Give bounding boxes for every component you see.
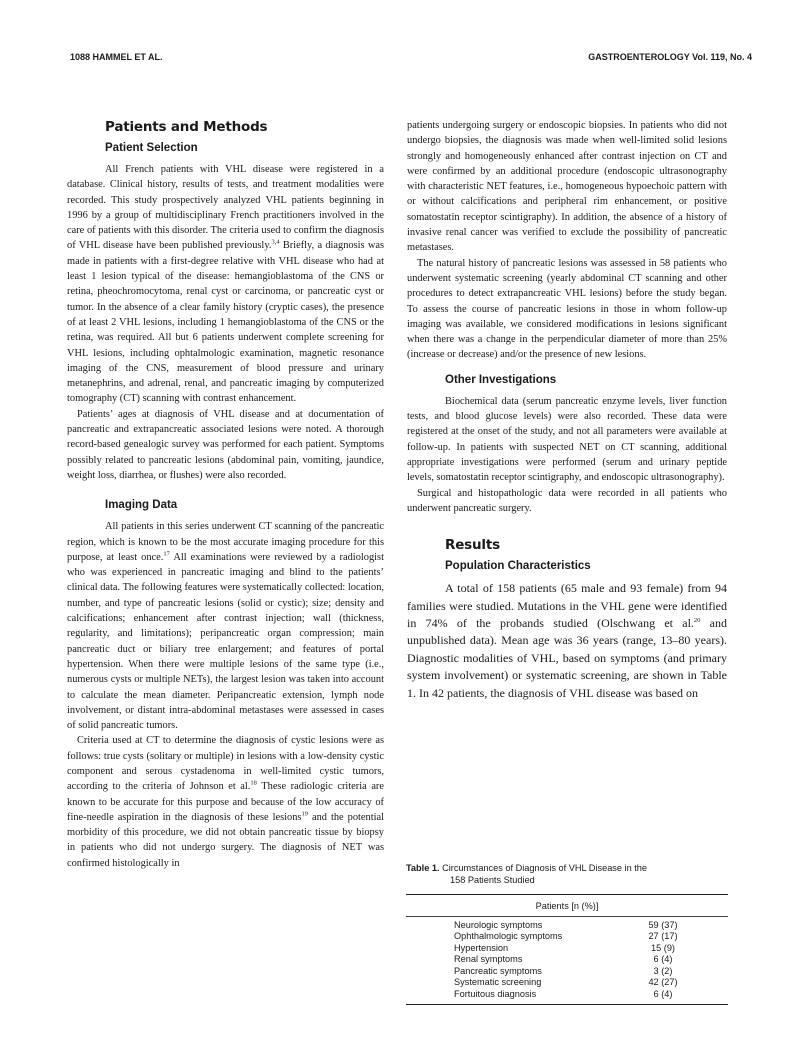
table-row xyxy=(406,943,728,955)
subsection-title-other-investigations: Other Investigations xyxy=(445,373,557,386)
header-journal: GASTROENTEROLOGY Vol. 119, No. 4 xyxy=(588,52,752,62)
paragraph-continued-1: patients undergoing surgery or endoscopic biopsies. In patients who did not undergo biopsies, the diagnosis was made when well-limited solid lesions strongly and homogeneously enhanced after contrast injection on CT and were confirmed by an additional procedure (endoscopic ultrasonography with characteristic NET features, i.e., homogeneous hypoechoic pattern with or without calcifications and peripheral rim enhancement, or positive somatostatin receptor scintigraphy). In addition, the absence of a history of invasive renal cancer was verified to exclude the possibility of pancreatic metastases. xyxy=(407,120,727,254)
section-title-patients-methods: Patients and Methods xyxy=(105,119,268,135)
table-cell-value: 59 (37) xyxy=(648,919,678,930)
table-rows xyxy=(406,920,728,1001)
table-cell-value: 6 (4) xyxy=(653,988,673,999)
text-run: A total of 158 patients (65 male and 93 female) from 94 families were studied. Mutations in the VHL gene were identified in 74% of the probands studied (Olschwang et al. xyxy=(407,581,727,630)
table-1 xyxy=(406,862,728,1005)
table-title-line-1: Circumstances of Diagnosis of VHL Disease in the xyxy=(442,863,648,873)
table-label: Table 1. xyxy=(406,863,440,873)
table-bottom-rule xyxy=(406,1004,728,1005)
text-run: These radiologic criteria are known to be accurate for this purpose and because of the low accuracy of fine-needle aspiration in the diagnosis of these lesions xyxy=(67,781,384,823)
table-row xyxy=(406,977,728,989)
paragraph-other-investigations-1: Biochemical data (serum pancreatic enzyme levels, liver function tests, and blood glucose levels) were also recorded. These data were registered at the onset of the study, and not all parameters were available at follow-up. In patients with suspected NET on CT scanning, additional appropriate investigations were performed (serum and urinary peptide levels, somatostatin receptor scintigraphy, and endoscopic ultrasonography). xyxy=(407,395,727,484)
text-run: All patients in this series underwent CT scanning of the pancreatic region, which is known to be the most accurate imaging procedure for this purpose, at least once. xyxy=(67,521,384,563)
citation-ref: 17 xyxy=(163,550,170,558)
citation-ref: 20 xyxy=(693,616,701,624)
paragraph-continued-2: The natural history of pancreatic lesions was assessed in 58 patients who underwent systematic screening (yearly abdominal CT scanning and other procedures to detect extrapancreatic VHL lesions) before the study began. To assess the course of pancreatic lesions in those in whom follow-up imaging was available, we considered modifications in lesions significant when there was a change in the perpendicular diameter of more than 25% (increase or decrease) and/or the presence of new lesions. xyxy=(407,257,727,361)
table-body xyxy=(406,895,728,916)
table-cell-label: Hypertension xyxy=(454,942,509,953)
table-title-line-2: 158 Patients Studied xyxy=(450,875,535,885)
text-run: and unpublished data). Mean age was 36 years (range, 13–80 years). Diagnostic modalities of VHL, based on symptoms (and primary system involvement) or systematic screening, are shown in Table 1. In 42 patients, the diagnosis of VHL disease was based on xyxy=(407,615,727,700)
section-title-results: Results xyxy=(445,537,500,554)
paragraph-patient-selection-2: Patients’ ages at diagnosis of VHL disease and at documentation of pancreatic and extrapancreatic associated lesions were noted. A thorough record-based genealogic survey was performed for each patient. Symptoms possibly related to pancreatic lesions (abdominal pain, vomiting, jaundice, weight loss, diarrhea, or flushes) were also recorded. xyxy=(67,408,384,481)
text-run: and the potential morbidity of this procedure, we did not obtain pancreatic tissue by biopsy in patients who did not undergo surgery. The diagnosis of NET was confirmed histologically in xyxy=(67,811,384,869)
running-header xyxy=(40,52,752,66)
table-header-rule xyxy=(406,916,728,917)
paragraph-results-1 xyxy=(407,580,727,702)
paragraph-imaging-1 xyxy=(67,519,384,733)
text-run: All examinations were reviewed by a radiologist who was experienced in pancreatic imaging and blind to the patients’ clinical data. The following features were systematically collected: location, number, and type of pancreatic lesions (solid or cystic); size; density and calcifications; enhancement after contrast injection; wall (thickness, regularity, and limitations); peripancreatic organ compression; main pancreatic duct or biliary tree enlargement; and features of portal hypertension. When there were multiple lesions of the same type (i.e., numerous cysts or multiple NETs), the largest lesion was taken into account to calculate the mean diameter. Peripancreatic extension, lymph node involvement, or distant intra-abdominal metastases were assessed in cases of solid pancreatic tumors. xyxy=(67,551,384,732)
table-row xyxy=(406,989,728,1001)
paragraph-imaging-2 xyxy=(67,733,384,871)
subsection-title-imaging-data: Imaging Data xyxy=(105,499,178,512)
table-row xyxy=(406,931,728,943)
table-caption xyxy=(406,862,728,886)
table-cell-label: Renal symptoms xyxy=(454,954,523,964)
table-header-row xyxy=(406,895,728,916)
right-column xyxy=(407,118,727,702)
table-cell-label: Fortuitous diagnosis xyxy=(454,988,537,999)
results-text xyxy=(407,580,727,702)
table-cell-label: Pancreatic symptoms xyxy=(454,965,542,976)
table-cell-label: Ophthalmologic symptoms xyxy=(454,931,563,941)
citation-ref: 19 xyxy=(301,810,308,818)
table-column-header: Patients [n (%)] xyxy=(535,901,599,911)
text-run: All French patients with VHL disease were registered in a database. Clinical history, results of tests, and treatment modalities were recorded. This study prospectively analyzed VHL patients beginning in 1996 by a group of multidisciplinary French practitioners involved in the care of patients with this disorder. The criteria used to confirm the diagnosis of VHL disease have been published previously. xyxy=(67,164,384,252)
subsection-title-population: Population Characteristics xyxy=(445,560,591,573)
paragraph-other-investigations-2: Surgical and histopathologic data were recorded in all patients who underwent pancreatic surgery. xyxy=(407,487,727,514)
table-cell-label: Neurologic symptoms xyxy=(454,919,543,930)
table-cell-value: 42 (27) xyxy=(648,977,678,987)
citation-ref: 18 xyxy=(250,779,257,787)
header-page-author: 1088 HAMMEL ET AL. xyxy=(70,52,163,62)
left-column xyxy=(67,118,384,871)
text-run: Briefly, a diagnosis was made in patients with a first-degree relative with VHL disease who had at least 1 lesion typical of the disease: hemangioblastoma of the CNS or retina, pheochromocytoma, renal cyst or carcinoma, or pancreatic cyst or tumor. In the absence of a clear family history (cryptic cases), the presence of at least 2 VHL lesions, including 1 hemangioblastoma of the CNS or the retina, was required. All but 6 patients underwent complete screening for VHL lesions, including ophtalmologic examination, magnetic resonance imaging of the CNS, measurement of blood pressure and urinary metanephrins, and adrenal, renal, and pancreatic imaging by computerized tomography (CT) scanning with contrast enhancement. xyxy=(67,240,384,405)
text-run: Criteria used at CT to determine the diagnosis of cystic lesions were as follows: true cysts (solitary or multiple) in lesions with a low-density cystic component and serous cystadenoma in well-limited cystic tumors, according to the criteria of Johnson et al. xyxy=(67,735,384,793)
citation-ref: 3,4 xyxy=(271,239,280,247)
subsection-title-patient-selection: Patient Selection xyxy=(105,142,198,154)
table-cell-value: 3 (2) xyxy=(653,965,673,976)
table-row xyxy=(406,966,728,978)
table-row xyxy=(406,920,728,932)
table-row xyxy=(406,954,728,966)
table-cell-value: 15 (9) xyxy=(650,942,675,953)
paragraph-patient-selection-1 xyxy=(67,162,384,407)
table-cell-value: 27 (17) xyxy=(648,931,678,941)
table-cell-label: Systematic screening xyxy=(454,977,542,987)
table-cell-value: 6 (4) xyxy=(653,954,673,964)
